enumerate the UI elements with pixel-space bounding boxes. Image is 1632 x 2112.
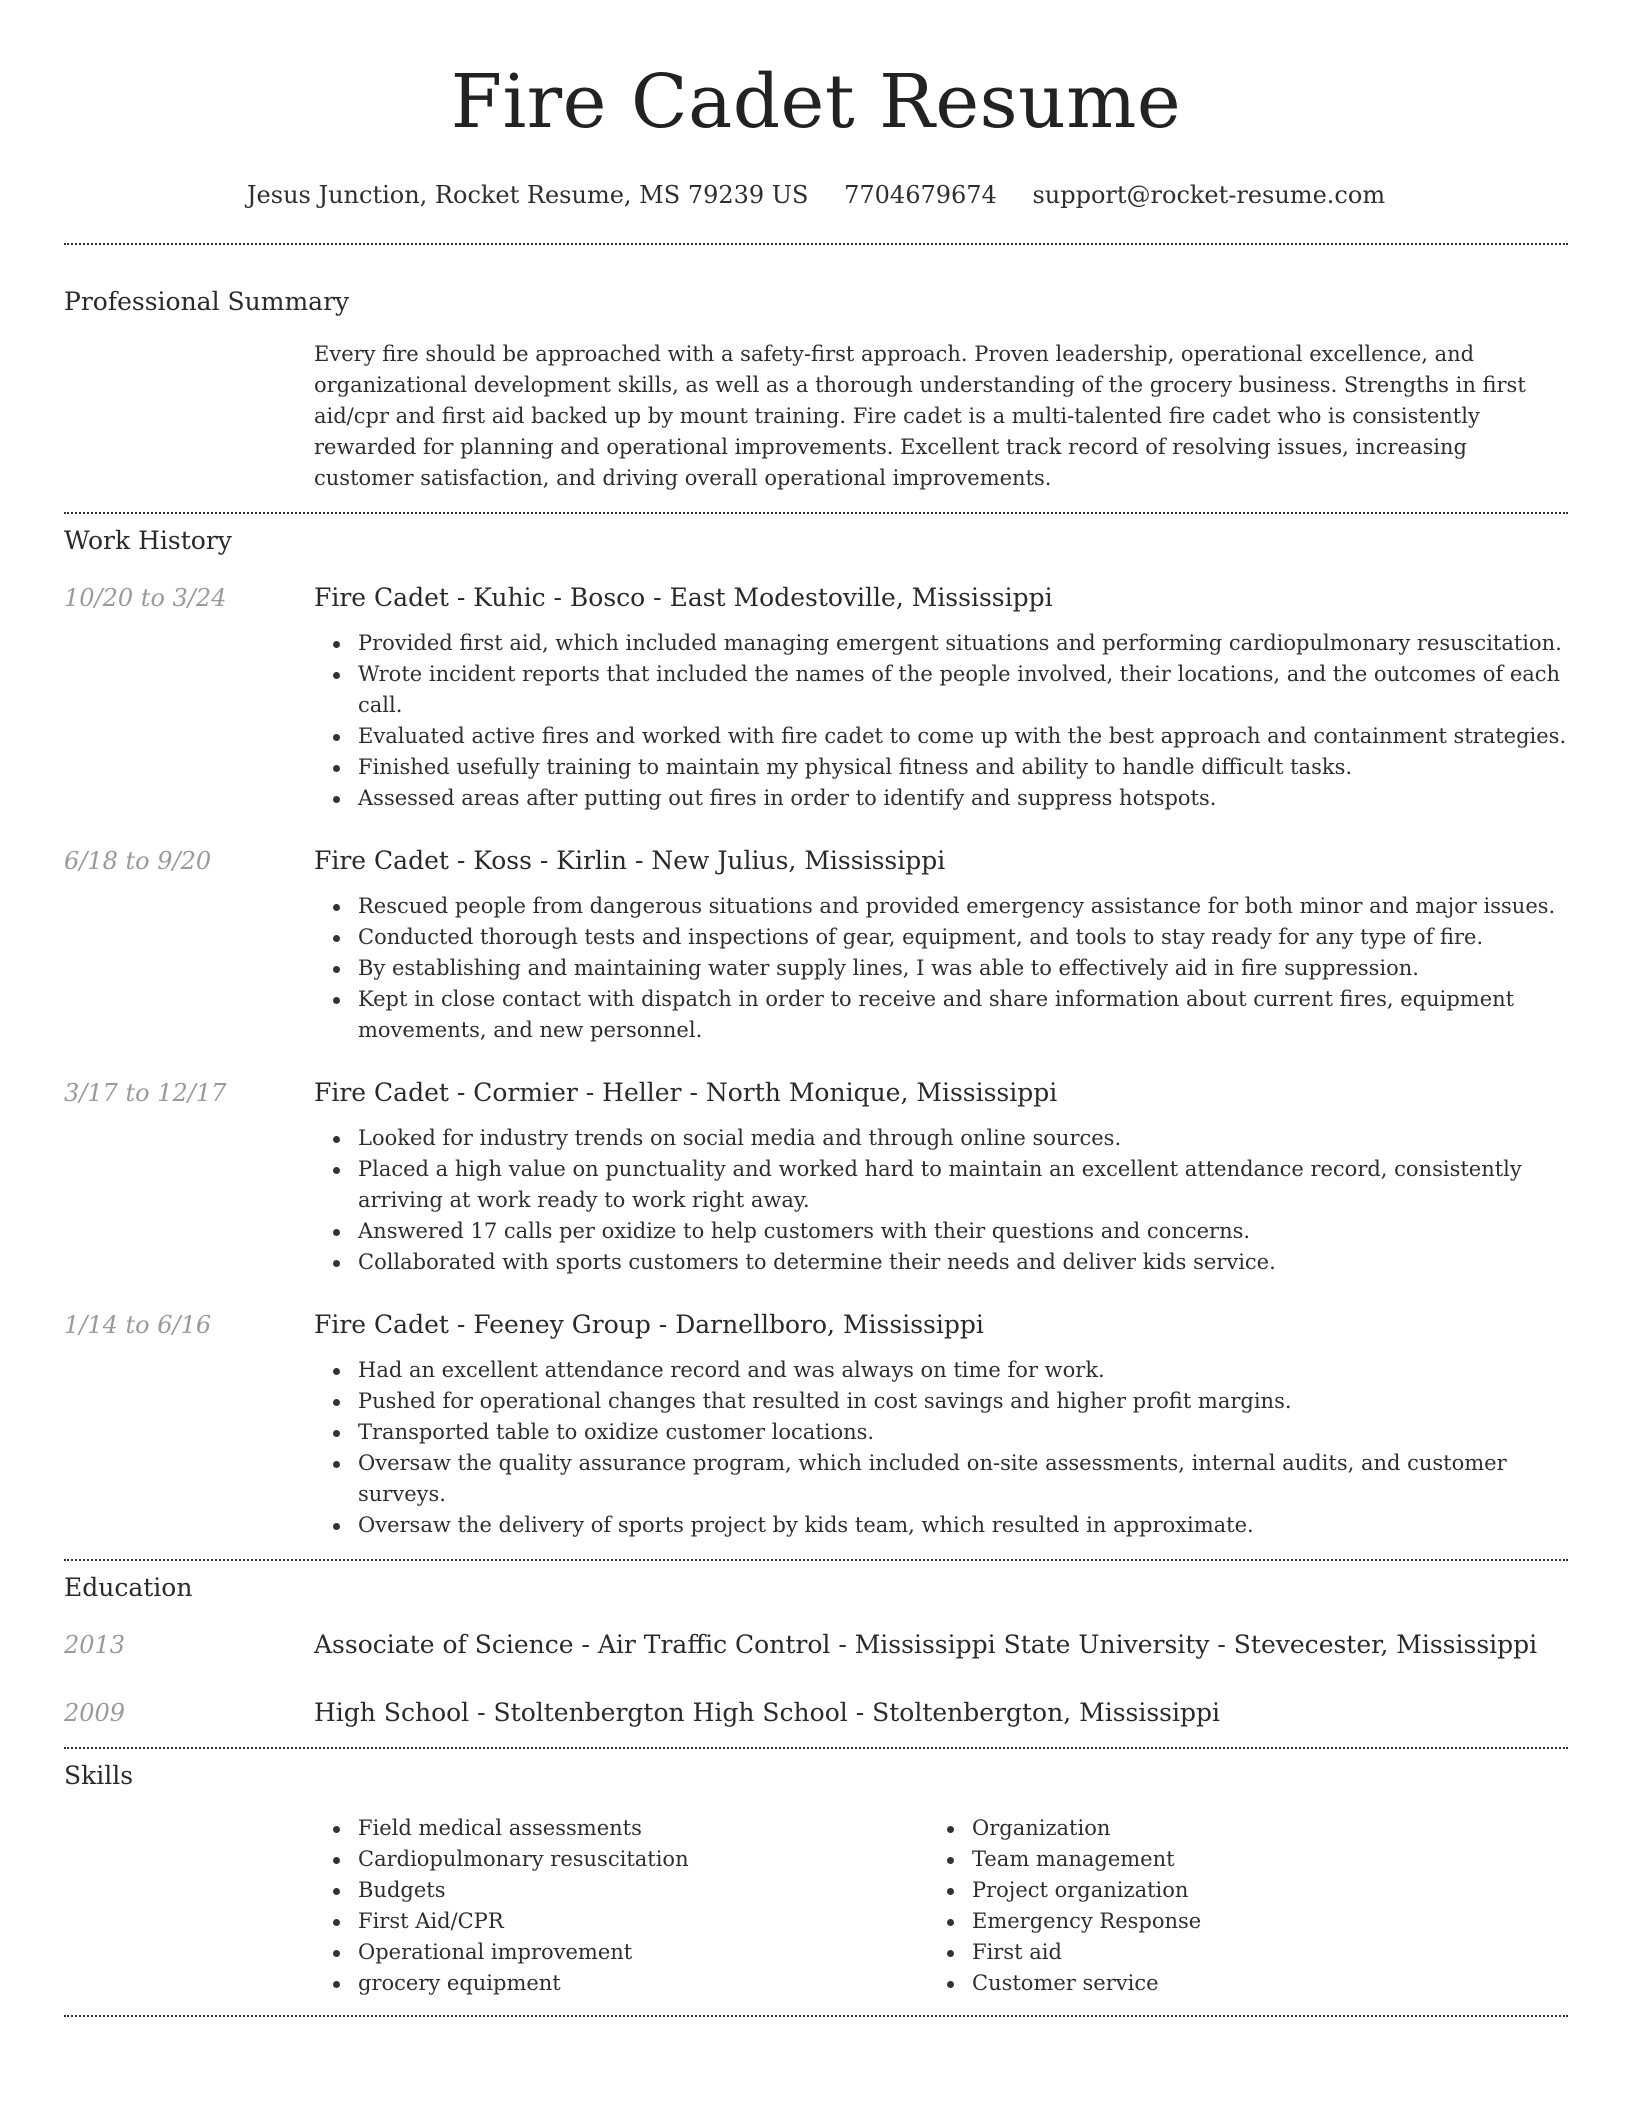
education-year: 2009 <box>64 1699 126 1727</box>
contact-line <box>64 180 1568 210</box>
job-bullet: Answered 17 calls per oxidize to help customers with their questions and concerns. <box>314 1216 1568 1247</box>
job-entry <box>64 1309 1568 1541</box>
skill-item: Operational improvement <box>314 1937 928 1968</box>
job-bullet: Wrote incident reports that included the names of the people involved, their locations, and the outcomes of each call. <box>314 659 1568 721</box>
job-bullet: Kept in close contact with dispatch in order to receive and share information about current fires, equipment movements, and new personnel. <box>314 984 1568 1046</box>
job-entry <box>64 845 1568 1046</box>
job-bullet: Had an excellent attendance record and was always on time for work. <box>314 1355 1568 1386</box>
contact-email: support@rocket-resume.com <box>1032 181 1386 209</box>
education-year: 2013 <box>64 1631 126 1659</box>
skills-column-right <box>928 1813 1542 1999</box>
skills-list <box>314 1813 1568 1999</box>
job-bullet: Finished usefully training to maintain my physical fitness and ability to handle difficult tasks. <box>314 752 1568 783</box>
job-dates: 6/18 to 9/20 <box>64 847 212 875</box>
job-title: Fire Cadet - Koss - Kirlin - New Julius, Mississippi <box>314 846 946 875</box>
job-header <box>64 1077 1568 1109</box>
education-entry <box>64 1697 1568 1729</box>
skill-item: Team management <box>928 1844 1542 1875</box>
job-header <box>64 582 1568 614</box>
section-divider <box>64 243 1568 245</box>
job-bullet: Provided first aid, which included managing emergent situations and performing cardiopulmonary resuscitation. <box>314 628 1568 659</box>
job-bullets <box>314 891 1568 1046</box>
skill-item: Emergency Response <box>928 1906 1542 1937</box>
job-bullet: Oversaw the quality assurance program, which included on-site assessments, internal audits, and customer surveys. <box>314 1448 1568 1510</box>
job-bullet: Transported table to oxidize customer locations. <box>314 1417 1568 1448</box>
job-bullet: Looked for industry trends on social media and through online sources. <box>314 1123 1568 1154</box>
job-header <box>64 845 1568 877</box>
resume-page <box>64 0 1568 2017</box>
job-bullets <box>314 1355 1568 1541</box>
education-entry <box>64 1629 1568 1661</box>
resume-header <box>64 0 1568 210</box>
job-bullet: Rescued people from dangerous situations and provided emergency assistance for both minor and major issues. <box>314 891 1568 922</box>
skill-item: Customer service <box>928 1968 1542 1999</box>
job-bullet: Oversaw the delivery of sports project by kids team, which resulted in approximate. <box>314 1510 1568 1541</box>
resume-title: Fire Cadet Resume <box>450 59 1182 145</box>
job-bullets <box>314 1123 1568 1278</box>
job-header <box>64 1309 1568 1341</box>
job-dates: 3/17 to 12/17 <box>64 1079 227 1107</box>
job-bullet: Collaborated with sports customers to determine their needs and deliver kids service. <box>314 1247 1568 1278</box>
skill-item: Cardiopulmonary resuscitation <box>314 1844 928 1875</box>
job-entry <box>64 582 1568 814</box>
education-title: Associate of Science - Air Traffic Control - Mississippi State University - Stevecester, Mississippi <box>314 1630 1538 1659</box>
skill-item: grocery equipment <box>314 1968 928 1999</box>
job-bullets <box>314 628 1568 814</box>
job-bullet: Pushed for operational changes that resulted in cost savings and higher profit margins. <box>314 1386 1568 1417</box>
summary-text: Every fire should be approached with a safety-first approach. Proven leadership, operational excellence, and organizational development skills, as well as a thorough understanding of the grocery business. Strengths in first aid/cpr and first aid backed up by mount training. Fire cadet is a multi-talented fire cadet who is consistently rewarded for planning and operational improvements. Excellent track record of resolving issues, increasing customer satisfaction, and driving overall operational improvements. <box>314 342 1526 490</box>
skills-column-left <box>314 1813 928 1999</box>
summary-heading: Professional Summary <box>64 287 350 316</box>
work-history-section <box>64 525 1568 1541</box>
section-divider <box>64 1747 1568 1749</box>
skill-item: Budgets <box>314 1875 928 1906</box>
job-dates: 1/14 to 6/16 <box>64 1311 212 1339</box>
job-title: Fire Cadet - Kuhic - Bosco - East Modestoville, Mississippi <box>314 583 1053 612</box>
section-divider <box>64 512 1568 514</box>
education-title: High School - Stoltenbergton High School - Stoltenbergton, Mississippi <box>314 1698 1221 1727</box>
job-bullet: Evaluated active fires and worked with fire cadet to come up with the best approach and containment strategies. <box>314 721 1568 752</box>
job-bullet: By establishing and maintaining water supply lines, I was able to effectively aid in fire suppression. <box>314 953 1568 984</box>
contact-address: Jesus Junction, Rocket Resume, MS 79239 US <box>246 181 809 209</box>
job-title: Fire Cadet - Cormier - Heller - North Monique, Mississippi <box>314 1078 1058 1107</box>
job-title: Fire Cadet - Feeney Group - Darnellboro, Mississippi <box>314 1310 984 1339</box>
summary-section <box>64 286 1568 494</box>
contact-phone: 7704679674 <box>844 181 997 209</box>
section-divider <box>64 2015 1568 2017</box>
skills-section <box>64 1760 1568 1999</box>
job-dates: 10/20 to 3/24 <box>64 584 227 612</box>
skill-item: First aid <box>928 1937 1542 1968</box>
skill-item: Organization <box>928 1813 1542 1844</box>
job-bullet: Placed a high value on punctuality and worked hard to maintain an excellent attendance record, consistently arriving at work ready to work right away. <box>314 1154 1568 1216</box>
section-divider <box>64 1559 1568 1561</box>
skill-item: First Aid/CPR <box>314 1906 928 1937</box>
job-entry <box>64 1077 1568 1278</box>
skill-item: Project organization <box>928 1875 1542 1906</box>
work-history-heading: Work History <box>64 526 232 555</box>
job-bullet: Assessed areas after putting out fires in order to identify and suppress hotspots. <box>314 783 1568 814</box>
skills-heading: Skills <box>64 1761 134 1790</box>
job-bullet: Conducted thorough tests and inspections of gear, equipment, and tools to stay ready for any type of fire. <box>314 922 1568 953</box>
education-section <box>64 1572 1568 1729</box>
education-heading: Education <box>64 1573 193 1602</box>
skill-item: Field medical assessments <box>314 1813 928 1844</box>
